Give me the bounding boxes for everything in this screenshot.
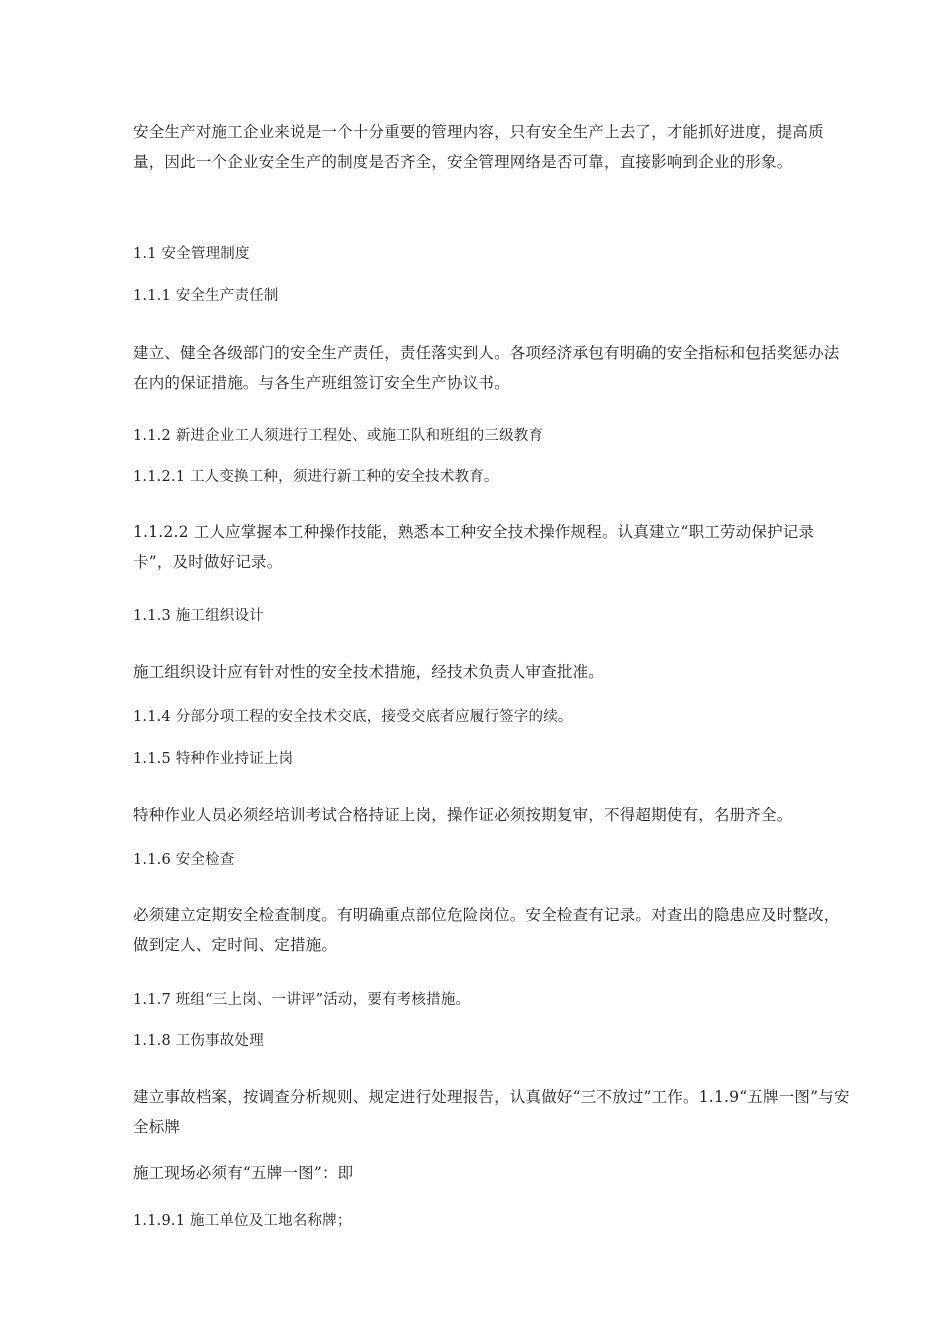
special-operation-paragraph: 特种作业人员必须经培训考试合格持证上岗，操作证必须按期复审，不得超期使有，名册齐全。: [133, 806, 793, 824]
responsibility-paragraph: 建立、健全各级部门的安全生产责任，责任落实到人。各项经济承包有明确的安全指标和包括奖惩办法在内的保证措施。与各生产班组签订安全生产协议书。: [133, 344, 840, 392]
section-heading-1-1-7: 1.1.7 班组“三上岗、一讲评”活动，要有考核措施。: [133, 992, 471, 1008]
section-heading-1-1: 1.1 安全管理制度: [133, 246, 250, 262]
intro-paragraph: 安全生产对施工企业来说是一个十分重要的管理内容，只有安全生产上去了，才能抓好进度，提高质量，因此一个企业安全生产的制度是否齐全，安全管理网络是否可靠，直接影响到企业的形象。: [133, 123, 824, 171]
section-paragraph-1-1-2-2: 1.1.2.2 工人应掌握本工种操作技能，熟悉本工种安全技术操作规程。认真建立“职工劳动保护记录卡”，及时做好记录。: [133, 523, 815, 571]
section-heading-1-1-5: 1.1.5 特种作业持证上岗: [133, 751, 294, 767]
section-heading-1-1-2: 1.1.2 新进企业工人须进行工程处、或施工队和班组的三级教育: [133, 428, 544, 444]
section-heading-1-1-3: 1.1.3 施工组织设计: [133, 608, 264, 624]
safety-inspection-paragraph: 必须建立定期安全检查制度。有明确重点部位危险岗位。安全检查有记录。对查出的隐患应及时整改，做到定人、定时间、定措施。: [133, 906, 840, 954]
section-heading-1-1-1: 1.1.1 安全生产责任制: [133, 288, 279, 304]
section-heading-1-1-6: 1.1.6 安全检查: [133, 852, 235, 868]
accident-handling-paragraph: 建立事故档案，按调查分析规则、规定进行处理报告，认真做好“三不放过”工作。1.1.9“五牌一图”与安全标牌: [133, 1088, 850, 1136]
construction-design-paragraph: 施工组织设计应有针对性的安全技术措施，经技术负责人审查批准。: [133, 663, 605, 681]
section-heading-1-1-8: 1.1.8 工伤事故处理: [133, 1033, 264, 1049]
section-heading-1-1-4: 1.1.4 分部分项工程的安全技术交底，接受交底者应履行签字的续。: [133, 709, 573, 725]
section-heading-1-1-2-1: 1.1.2.1 工人变换工种，须进行新工种的安全技术教育。: [133, 469, 499, 485]
five-signs-paragraph: 施工现场必须有“五牌一图”：即: [133, 1164, 354, 1182]
section-heading-1-1-9-1: 1.1.9.1 施工单位及工地名称牌；: [133, 1213, 352, 1229]
